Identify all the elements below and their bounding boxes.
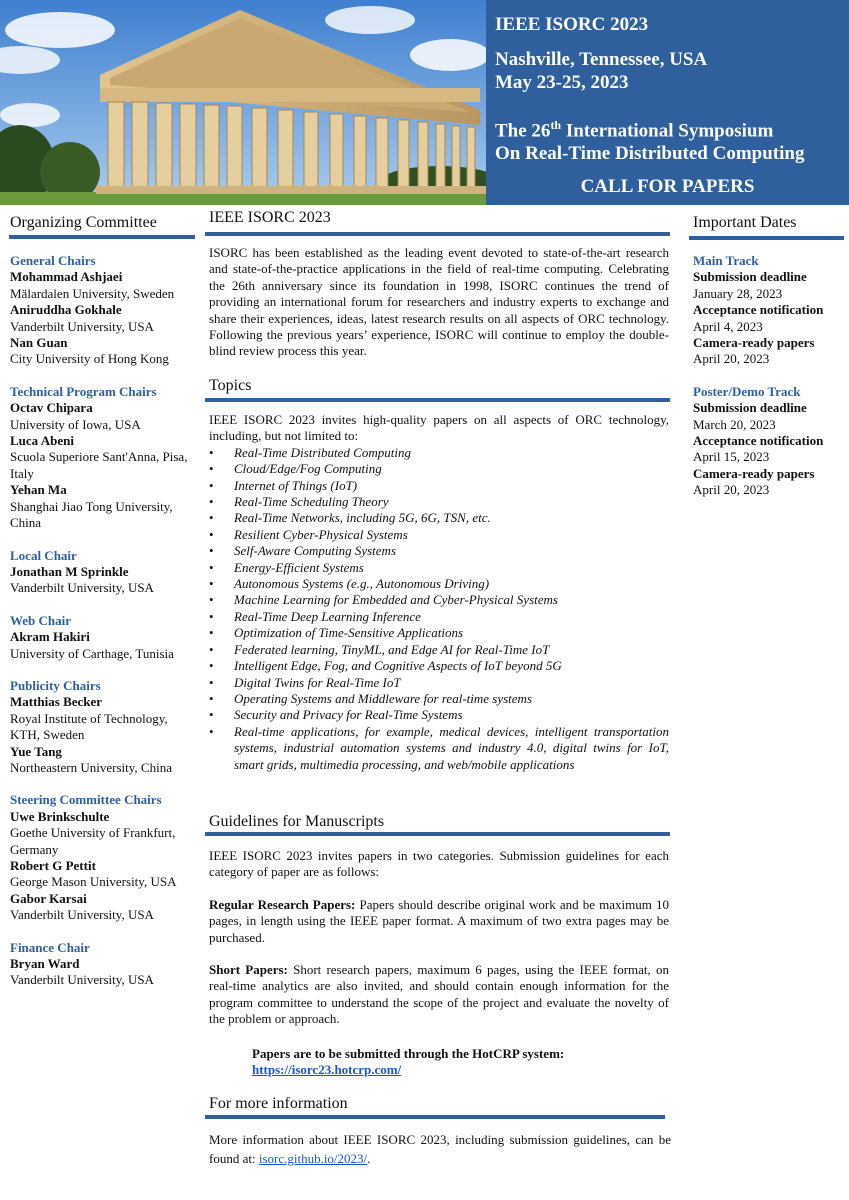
committee-role: Finance Chair xyxy=(10,939,90,955)
member-name: Mohammad Ashjaei xyxy=(10,269,123,285)
dates-heading: Important Dates xyxy=(693,214,797,231)
member-affiliation: George Mason University, USA xyxy=(10,874,177,890)
short-papers-text: Short Papers: Short research papers, maximum 6 pages, using the IEEE format, on real-time analytics are also invited, and should contain enough information for the program committee to understand the scope of the project and evaluate the novelty of the problem or approach. xyxy=(209,962,669,1027)
member-name: Jonathan M Sprinkle xyxy=(10,563,129,579)
website-link[interactable]: isorc.github.io/2023/ xyxy=(258,1151,368,1166)
member-affiliation: Scuola Superiore Sant'Anna, Pisa, Italy xyxy=(10,449,188,481)
date-value: April 20, 2023 xyxy=(693,351,770,367)
topic-item: • Real-Time Networks, including 5G, 6G, TSN, etc. xyxy=(209,510,669,526)
topic-item: • Cloud/Edge/Fog Computing xyxy=(209,461,669,477)
call-for-papers-label: CALL FOR PAPERS xyxy=(580,176,755,197)
date-value: April 15, 2023 xyxy=(693,449,770,465)
more-info-heading: For more information xyxy=(209,1095,348,1112)
committee-heading: Organizing Committee xyxy=(10,214,157,231)
member-affiliation: University of Iowa, USA xyxy=(10,416,141,432)
topic-item: • Optimization of Time-Sensitive Applications xyxy=(209,625,669,641)
banner-location: Nashville, Tennessee, USA xyxy=(495,49,708,70)
member-affiliation: Vanderbilt University, USA xyxy=(10,580,154,596)
spacer xyxy=(10,597,200,613)
more-info-rule xyxy=(205,1115,665,1119)
guidelines-heading: Guidelines for Manuscripts xyxy=(209,813,385,830)
spacer xyxy=(10,368,200,384)
spacer xyxy=(693,368,845,384)
parthenon-photo xyxy=(0,0,486,205)
banner-event-name: IEEE ISORC 2023 xyxy=(495,14,649,35)
member-affiliation: Royal Institute of Technology, KTH, Sweden xyxy=(10,710,168,743)
topics-list xyxy=(209,445,669,773)
date-label: Camera-ready papers xyxy=(693,465,815,481)
committee-role: General Chairs xyxy=(10,253,96,268)
dates-list xyxy=(693,253,845,499)
date-value: March 20, 2023 xyxy=(693,416,776,432)
topic-item: • Intelligent Edge, Fog, and Cognitive Aspects of IoT beyond 5G xyxy=(209,658,669,674)
member-name: Gabor Karsai xyxy=(10,890,87,906)
member-name: Octav Chipara xyxy=(10,400,93,416)
member-name: Yehan Ma xyxy=(10,482,67,498)
topic-item: • Operating Systems and Middleware for real-time systems xyxy=(209,691,669,707)
date-value: April 20, 2023 xyxy=(693,482,770,498)
member-affiliation: Vanderbilt University, USA xyxy=(10,972,154,988)
date-label: Acceptance notification xyxy=(693,433,824,449)
intro-text: ISORC has been established as the leading event devoted to state-of-the-art research and state-of-the-practice applications in the field of real-time computing. Celebrating the 26th anniversary since its foundation in 1998, ISORC continues the trend of providing an international forum for researchers and industry experts to exchange and share their experiences, ideas, latest research results on all aspects of ORC technology. Following the previous years’ experience, ISORC will continue to employ the double-blind review process this year. xyxy=(209,245,669,359)
member-name: Akram Hakiri xyxy=(10,629,90,645)
member-affiliation: Vanderbilt University, USA xyxy=(10,318,154,334)
date-label: Acceptance notification xyxy=(693,302,824,318)
date-label: Camera-ready papers xyxy=(693,335,815,351)
topic-item: • Federated learning, TinyML, and Edge AI for Real-Time IoT xyxy=(209,642,669,658)
member-name: Luca Abeni xyxy=(10,433,74,449)
member-name: Robert G Pettit xyxy=(10,858,96,873)
topic-item: • Real-Time Deep Learning Inference xyxy=(209,609,669,625)
guidelines-intro: IEEE ISORC 2023 invites papers in two categories. Submission guidelines for each category of paper are as follows: xyxy=(209,848,669,880)
member-affiliation: Vanderbilt University, USA xyxy=(10,907,154,923)
topic-item: • Self-Aware Computing Systems xyxy=(209,543,669,559)
guidelines-rule xyxy=(205,832,670,836)
topics-lead: IEEE ISORC 2023 invites high-quality papers on all aspects of ORC technology, including, but not limited to: xyxy=(209,412,669,444)
intro-rule xyxy=(205,232,670,236)
committee-role: Publicity Chairs xyxy=(10,677,101,693)
member-affiliation: Northeastern University, China xyxy=(10,759,172,775)
member-affiliation: Mälardalen University, Sweden xyxy=(10,285,175,301)
date-label: Submission deadline xyxy=(693,400,807,416)
committee-role: Web Chair xyxy=(10,612,72,628)
spacer xyxy=(10,776,200,792)
committee-role: Local Chair xyxy=(10,547,77,563)
topic-item: • Machine Learning for Embedded and Cyber-Physical Systems xyxy=(209,592,669,608)
committee-role: Technical Program Chairs xyxy=(10,383,157,399)
topic-item: • Internet of Things (IoT) xyxy=(209,478,669,494)
spacer xyxy=(10,662,200,678)
submission-note: Papers are to be submitted through the HotCRP system: xyxy=(252,1046,565,1061)
member-affiliation: University of Carthage, Tunisia xyxy=(10,645,174,661)
regular-papers-text: Regular Research Papers: Papers should describe original work and be maximum 10 pages, in length using the IEEE paper format. A maximum of two extra pages may be purchased. xyxy=(209,896,669,945)
member-name: Yue Tang xyxy=(10,743,62,759)
topic-item: • Real-Time Distributed Computing xyxy=(209,445,669,461)
member-name: Aniruddha Gokhale xyxy=(10,302,122,318)
more-info-text: More information about IEEE ISORC 2023, including submission guidelines, can be found at: isorc.github.io/2023/. xyxy=(209,1132,671,1166)
member-affiliation: Goethe University of Frankfurt, Germany xyxy=(10,825,176,857)
date-value: January 28, 2023 xyxy=(693,285,783,301)
topic-item: • Digital Twins for Real-Time IoT xyxy=(209,675,669,691)
topic-item: • Autonomous Systems (e.g., Autonomous Driving) xyxy=(209,576,669,592)
dates-rule xyxy=(689,236,844,240)
topic-item: • Real-Time Scheduling Theory xyxy=(209,494,669,510)
member-name: Matthias Becker xyxy=(10,694,103,710)
event-banner xyxy=(486,0,849,205)
topic-item: • Resilient Cyber-Physical Systems xyxy=(209,527,669,543)
track-name: Poster/Demo Track xyxy=(693,383,801,399)
topics-rule xyxy=(205,398,670,402)
topics-heading: Topics xyxy=(209,377,252,394)
member-name: Bryan Ward xyxy=(10,956,80,972)
topic-item: • Security and Privacy for Real-Time Systems xyxy=(209,707,669,723)
hotcrp-link[interactable]: https://isorc23.hotcrp.com/ xyxy=(252,1062,402,1078)
committee-list xyxy=(10,253,200,989)
member-affiliation: Shanghai Jiao Tong University, China xyxy=(10,498,173,531)
topic-item: • Real-time applications, for example, medical devices, intelligent transportation systems, industrial automation systems and industry 4.0, digital twins for IoT, smart grids, multimedia processing, and web/mobile applications xyxy=(209,724,669,773)
member-name: Nan Guan xyxy=(10,335,68,351)
intro-heading: IEEE ISORC 2023 xyxy=(209,209,331,226)
member-affiliation: City University of Hong Kong xyxy=(10,351,169,367)
date-label: Submission deadline xyxy=(693,269,807,285)
banner-dates: May 23-25, 2023 xyxy=(495,72,629,93)
committee-rule xyxy=(9,235,195,239)
spacer xyxy=(10,924,200,940)
committee-role: Steering Committee Chairs xyxy=(10,792,162,808)
member-name: Uwe Brinkschulte xyxy=(10,808,110,824)
track-name: Main Track xyxy=(693,253,759,268)
date-value: April 4, 2023 xyxy=(693,318,763,334)
topic-item: • Energy-Efficient Systems xyxy=(209,560,669,576)
spacer xyxy=(10,532,200,548)
banner-symposium-title: The 26th International Symposium On Real-Time Distributed Computing xyxy=(495,118,805,165)
